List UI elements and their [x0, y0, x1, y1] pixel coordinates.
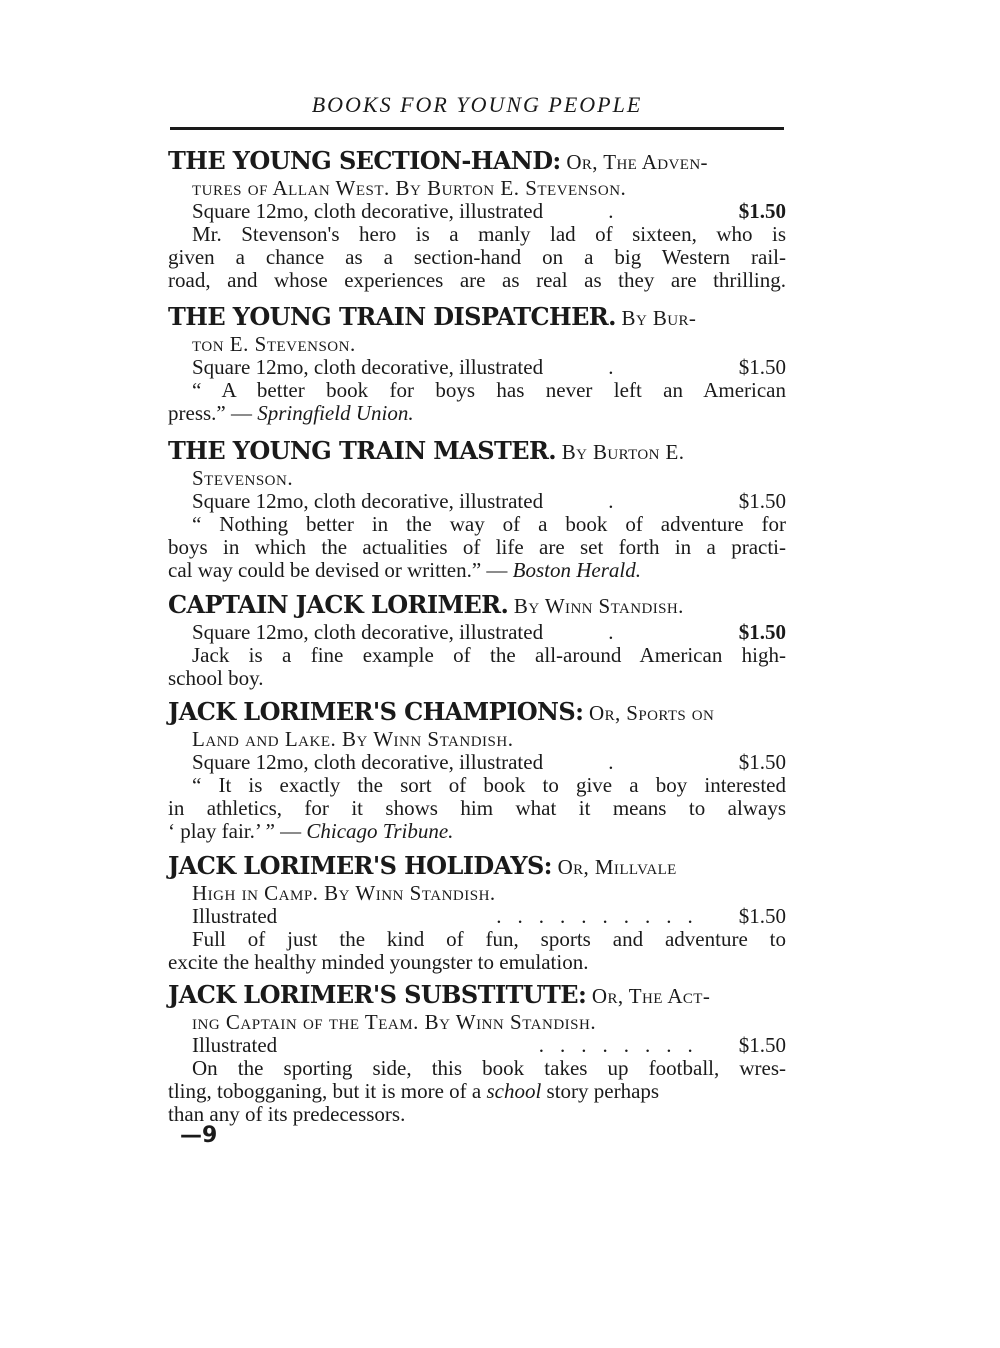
binding: Square 12mo, cloth decorative, illustrated [192, 489, 544, 513]
binding-row [168, 905, 786, 928]
book-title: JACK LORIMER'S CHAMPIONS: [168, 697, 584, 726]
book-title-line [168, 697, 786, 728]
book-title-line [168, 436, 786, 467]
price: $1.50 [738, 199, 786, 223]
book-entry [168, 697, 786, 843]
review-attribution [168, 820, 786, 843]
review-attribution [168, 559, 786, 582]
book-title: THE YOUNG TRAIN DISPATCHER. [168, 302, 616, 331]
review-quote: “ A better book for boys has never left an American [192, 378, 786, 402]
price: $1.50 [738, 489, 786, 513]
description-line: Full of just the kind of fun, sports and adventure to [192, 927, 786, 951]
book-byline: ton E. Stevenson. [192, 332, 356, 356]
binding-row [168, 356, 786, 379]
leader-dot: . [608, 355, 614, 379]
leader-dot: . [608, 199, 614, 223]
book-title-line [168, 590, 786, 621]
header-rule [170, 127, 784, 130]
review-quote: boys in which the actualities of life are set forth in a practi- [168, 535, 786, 559]
binding-row [168, 751, 786, 774]
binding-row [168, 1034, 786, 1057]
price: $1.50 [738, 1033, 786, 1057]
book-title-line [168, 980, 786, 1011]
review-source: Springfield Union. [257, 401, 414, 425]
quote-end: press.” — [168, 401, 252, 425]
price: $1.50 [738, 750, 786, 774]
binding-row [168, 621, 786, 644]
book-title-line [168, 851, 786, 882]
price: $1.50 [738, 355, 786, 379]
leader-dot: . [608, 489, 614, 513]
book-entry [168, 146, 786, 292]
review-quote: “ Nothing better in the way of a book of adventure for [192, 512, 786, 536]
book-title-line [168, 146, 786, 177]
price: $1.50 [738, 904, 786, 928]
description-line: than any of its predecessors. [168, 1102, 406, 1126]
desc-text: story perhaps [541, 1079, 660, 1103]
book-title: JACK LORIMER'S HOLIDAYS: [168, 851, 552, 880]
description-line: excite the healthy minded youngster to emulation. [168, 950, 589, 974]
book-byline: tures of Allan West. By Burton E. Stevenson. [192, 176, 627, 200]
review-source: Boston Herald. [512, 558, 641, 582]
book-entry [168, 980, 786, 1126]
book-title: CAPTAIN JACK LORIMER. [168, 590, 509, 619]
description-line: school boy. [168, 666, 264, 690]
book-entry [168, 590, 786, 690]
page-number: —9 [180, 1123, 218, 1148]
quote-end: ‘ play fair.’ ” — [168, 819, 302, 843]
book-entry [168, 851, 786, 974]
review-attribution [168, 402, 786, 425]
dot-leaders: .......... [496, 904, 709, 928]
book-byline: Stevenson. [192, 466, 294, 490]
description-line: Jack is a fine example of the all-around American high- [192, 643, 786, 667]
binding: Square 12mo, cloth decorative, illustrated [192, 199, 544, 223]
book-subtitle-start: Or, Sports on [583, 701, 715, 725]
quote-end: cal way could be devised or written.” — [168, 558, 508, 582]
review-quote: in athletics, for it shows him what it means to always [168, 796, 786, 820]
book-title: THE YOUNG TRAIN MASTER. [168, 436, 557, 465]
book-byline: By Winn Standish. [508, 594, 684, 618]
binding: Square 12mo, cloth decorative, illustrated [192, 355, 544, 379]
book-title: JACK LORIMER'S SUBSTITUTE: [168, 980, 587, 1009]
book-title-line [168, 302, 786, 333]
price: $1.50 [738, 620, 786, 644]
book-subtitle-start: Or, Millvale [551, 855, 677, 879]
description-line [168, 1080, 786, 1103]
book-byline-start: By Bur- [615, 306, 697, 330]
description-line: On the sporting side, this book takes up football, wres- [192, 1056, 786, 1080]
desc-emphasis: school [486, 1079, 542, 1103]
binding: Illustrated [192, 1033, 278, 1057]
binding-row [168, 200, 786, 223]
book-subtitle-start: Or, The Adven- [560, 150, 708, 174]
binding-row [168, 490, 786, 513]
dot-leaders: ........ [538, 1033, 709, 1057]
binding: Square 12mo, cloth decorative, illustrated [192, 620, 544, 644]
book-byline: High in Camp. By Winn Standish. [192, 881, 496, 905]
book-byline: Land and Lake. By Winn Standish. [192, 727, 514, 751]
binding: Square 12mo, cloth decorative, illustrated [192, 750, 544, 774]
running-header: BOOKS FOR YOUNG PEOPLE [311, 92, 643, 117]
desc-text: tling, tobogganing, but it is more of a [168, 1079, 482, 1103]
review-source: Chicago Tribune. [306, 819, 454, 843]
leader-dot: . [608, 750, 614, 774]
review-quote: “ It is exactly the sort of book to give a boy interested [192, 773, 786, 797]
book-subtitle-start: Or, The Act- [586, 984, 711, 1008]
leader-dot: . [608, 620, 614, 644]
book-entry [168, 436, 786, 582]
binding: Illustrated [192, 904, 278, 928]
book-byline-start: By Burton E. [556, 440, 685, 464]
description-line: road, and whose experiences are as real as they are thrilling. [168, 268, 786, 292]
book-entry [168, 302, 786, 425]
description-line: Mr. Stevenson's hero is a manly lad of sixteen, who is [192, 222, 786, 246]
book-byline: ing Captain of the Team. By Winn Standish. [192, 1010, 597, 1034]
description-line: given a chance as a section-hand on a big Western rail- [168, 245, 786, 269]
book-title: THE YOUNG SECTION-HAND: [168, 146, 561, 175]
